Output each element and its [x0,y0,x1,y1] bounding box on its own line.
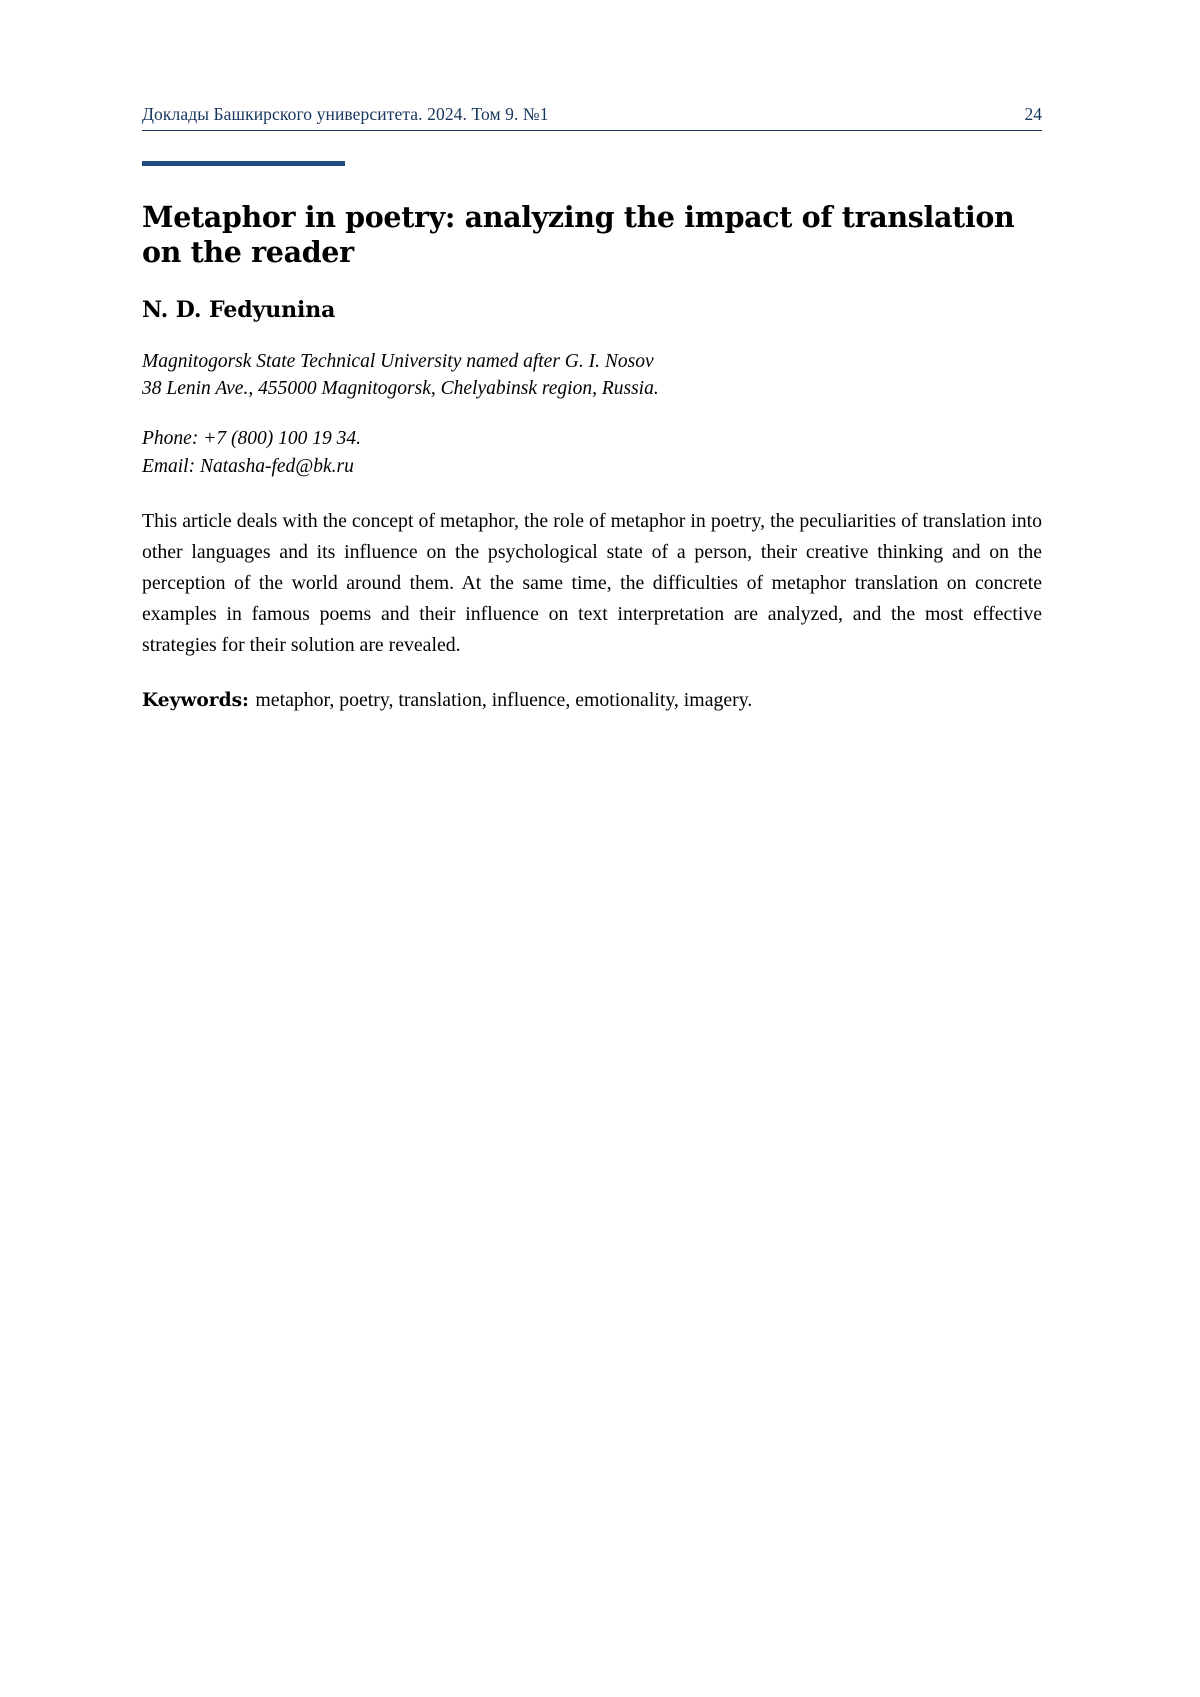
page-content [142,104,1042,735]
author-name: N. D. Fedyunina [142,296,336,323]
affiliation-block [142,348,1042,403]
running-head [142,104,1042,131]
page-number: 24 [1024,104,1042,124]
page-title: Metaphor in poetry: analyzing the impact of translation on the reader [142,200,1015,269]
keywords-block [142,686,1042,716]
abstract-text: This article deals with the concept of metaphor, the role of metaphor in poetry, the peculiarities of translation into other languages and its influence on the psychological state of a person, their creative thinking and on the perception of the world around them. At the same time, the difficulties of metaphor translation on concrete examples in famous poems and their influence on text interpretation are analyzed, and the most effective strategies for their solution are revealed. [142,510,1042,656]
phone-line: Phone: +7 (800) 100 19 34. [142,427,361,449]
contact-block [142,425,1042,480]
accent-rule [142,161,345,166]
running-head-journal: Доклады Башкирского университета. 2024. Том 9. №1 [142,104,549,124]
email-line: Email: Natasha-fed@bk.ru [142,455,354,477]
affiliation-line-1: Magnitogorsk State Technical University named after G. I. Nosov [142,350,654,372]
keywords-label: Keywords: [142,689,256,711]
keywords-text: metaphor, poetry, translation, influence, emotionality, imagery. [255,688,753,711]
affiliation-line-2: 38 Lenin Ave., 455000 Magnitogorsk, Chelyabinsk region, Russia. [142,378,659,400]
